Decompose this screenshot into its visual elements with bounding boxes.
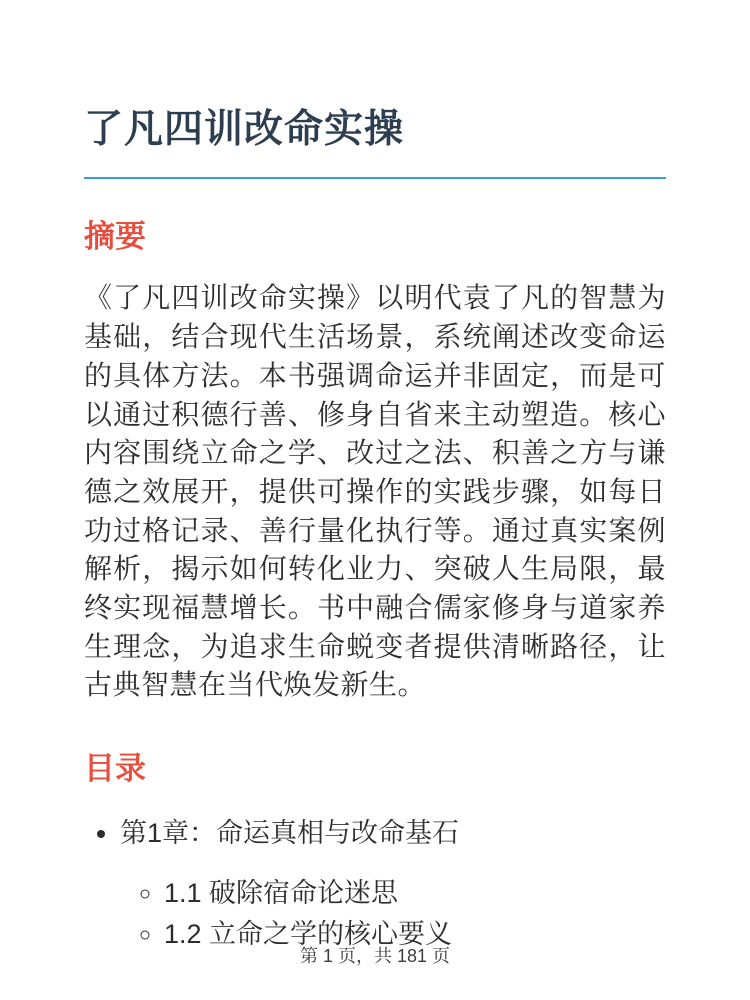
document-title: 了凡四训改命实操 [84,108,405,151]
toc-list [84,818,666,949]
abstract-paragraph: 《了凡四训改命实操》以明代袁了凡的智慧为基础，结合现代生活场景，系统阐述改变命运的具体方法。本书强调命运并非固定，而是可以通过积德行善、修身自省来主动塑造。核心内容围绕立命之学、改过之法、积善之方与谦德之效展开，提供可操作的实践步骤，如每日功过格记录、善行量化执行等。通过真实案例解析，揭示如何转化业力、突破人生局限，最终实现福慧增长。书中融合儒家修身与道家养生理念，为追求生命蜕变者提供清晰路径，让古典智慧在当代焕发新生。 [84,282,666,701]
toc-chapter-item [120,818,666,949]
toc-section-label: 1.2 立命之学的核心要义 [164,918,453,949]
toc-section-label: 1.1 破除宿命论迷思 [164,877,399,908]
toc-section-item [164,878,666,908]
abstract-heading: 摘要 [84,218,146,254]
toc-section-list [120,878,666,949]
title-divider-rule [84,177,666,179]
toc-chapter-label: 第1章：命运真相与改命基石 [120,817,460,848]
page-number-footer: 第 1 页，共 181 页 [299,946,451,966]
toc-heading: 目录 [84,751,146,787]
